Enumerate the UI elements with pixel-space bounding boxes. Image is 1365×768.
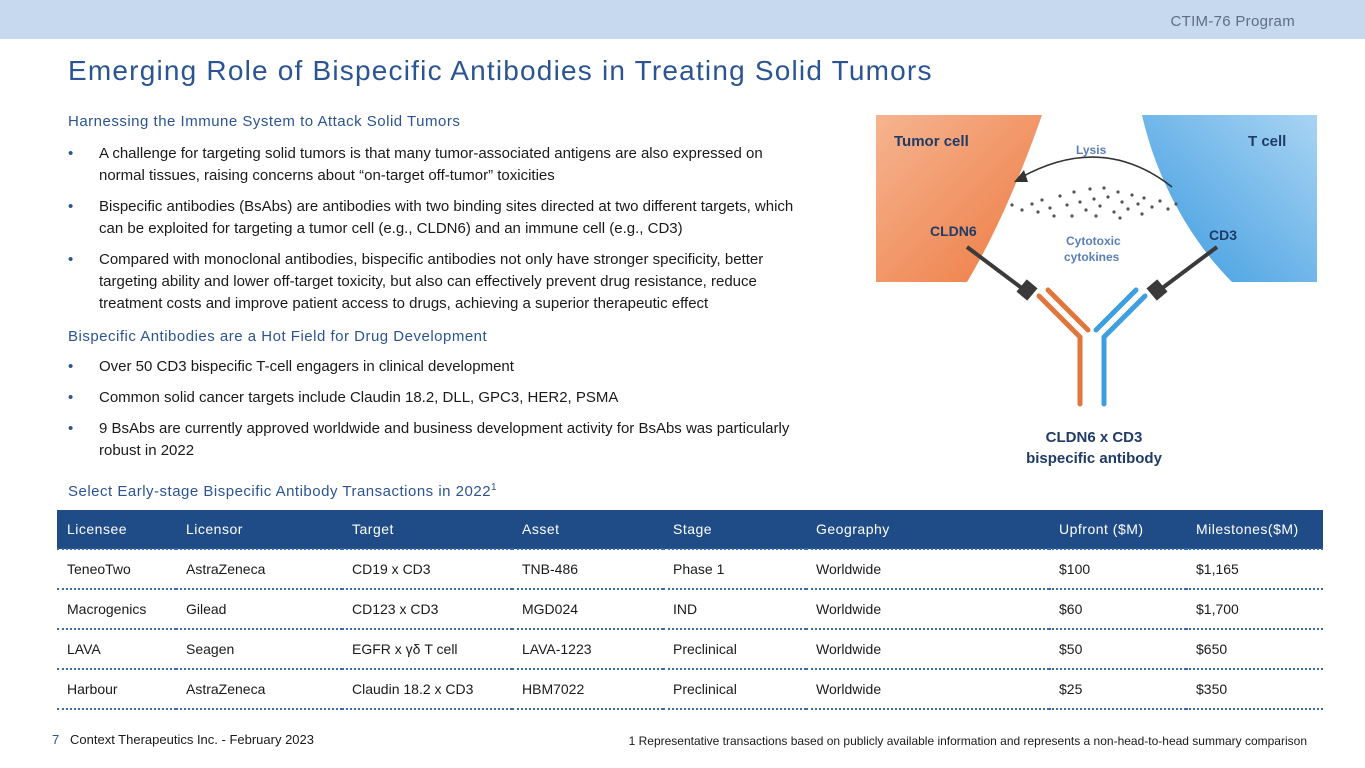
bullet-dot-icon: •: [68, 198, 74, 215]
cell-licensor: Seagen: [176, 629, 342, 669]
cell-geography: Worldwide: [806, 549, 1049, 589]
transactions-table: [57, 510, 1323, 710]
bullet-dot-icon: •: [68, 420, 74, 437]
cell-target: CD19 x CD3: [342, 549, 512, 589]
lysis-label: Lysis: [1076, 143, 1107, 157]
cd3-label: CD3: [1209, 227, 1238, 243]
cell-target: CD123 x CD3: [342, 589, 512, 629]
table-row: [57, 629, 1323, 669]
list-item: [68, 196, 798, 240]
tumor-cell-label: Tumor cell: [894, 133, 969, 150]
cell-asset: TNB-486: [512, 549, 663, 589]
list-item: [68, 249, 798, 315]
bullet-dot-icon: •: [68, 358, 74, 375]
program-label: CTIM-76 Program: [1170, 13, 1295, 30]
column-header-licensor: Licensor: [176, 510, 342, 549]
cell-asset: HBM7022: [512, 669, 663, 709]
cell-asset: LAVA-1223: [512, 629, 663, 669]
page-number: 7: [52, 732, 60, 747]
cell-geography: Worldwide: [806, 589, 1049, 629]
footnote: 1 Representative transactions based on publicly available information and represents a non-head-to-head summary comparison: [628, 734, 1307, 748]
slide-title: Emerging Role of Bispecific Antibodies in Treating Solid Tumors: [68, 55, 933, 86]
bullet-text: Common solid cancer targets include Claudin 18.2, DLL, GPC3, HER2, PSMA: [99, 389, 619, 406]
cell-upfront: $60: [1049, 589, 1186, 629]
section-heading-transactions: [68, 482, 497, 500]
figure-caption-line1: CLDN6 x CD3: [1045, 429, 1143, 446]
cd3-binding-arm: [1157, 247, 1217, 292]
antibody-blue-arm: [1096, 290, 1145, 404]
cell-licensee: Macrogenics: [57, 589, 176, 629]
cell-geography: Worldwide: [806, 629, 1049, 669]
column-header-milestones: Milestones($M): [1186, 510, 1323, 549]
column-header-geography: Geography: [806, 510, 1049, 549]
t-cell-label: T cell: [1248, 133, 1287, 150]
cytokines-label-line2: cytokines: [1064, 250, 1120, 264]
list-item: [68, 356, 798, 378]
cell-licensor: AstraZeneca: [176, 549, 342, 589]
cell-licensee: LAVA: [57, 629, 176, 669]
bullet-text: 9 BsAbs are currently approved worldwide and business development activity for BsAbs was particularly robust in 2022: [99, 420, 790, 459]
t-cell-shape: [1142, 115, 1317, 282]
cell-upfront: $50: [1049, 629, 1186, 669]
cell-milestones: $1,700: [1186, 589, 1323, 629]
bullet-dot-icon: •: [68, 389, 74, 406]
cell-asset: MGD024: [512, 589, 663, 629]
cell-upfront: $100: [1049, 549, 1186, 589]
cell-licensor: AstraZeneca: [176, 669, 342, 709]
lysis-arrow: [1020, 157, 1172, 187]
header-bar: [0, 0, 1365, 39]
bispecific-antibody-diagram: [872, 112, 1322, 474]
column-header-stage: Stage: [663, 510, 806, 549]
bullet-list-hot-field: [68, 356, 798, 471]
cell-target: EGFR x γδ T cell: [342, 629, 512, 669]
table-row: [57, 589, 1323, 629]
footer-company: Context Therapeutics Inc. - February 2023: [70, 732, 314, 747]
table-header-row: [57, 510, 1323, 549]
bullet-list-immune: [68, 143, 798, 324]
cell-milestones: $1,165: [1186, 549, 1323, 589]
cell-stage: Phase 1: [663, 549, 806, 589]
cell-licensee: Harbour: [57, 669, 176, 709]
cldn6-label: CLDN6: [930, 223, 977, 239]
bullet-text: Bispecific antibodies (BsAbs) are antibodies with two binding sites directed at two different targets, which can be exploited for targeting a tumor cell (e.g., CLDN6) and an immune cell (e.g., CD3): [99, 198, 794, 237]
column-header-asset: Asset: [512, 510, 663, 549]
column-header-licensee: Licensee: [57, 510, 176, 549]
cell-upfront: $25: [1049, 669, 1186, 709]
cell-milestones: $650: [1186, 629, 1323, 669]
antibody-orange-arm: [1039, 290, 1088, 404]
table-row: [57, 669, 1323, 709]
section-heading-immune: Harnessing the Immune System to Attack Solid Tumors: [68, 113, 461, 130]
section-heading-text: Select Early-stage Bispecific Antibody Transactions in 2022: [68, 483, 492, 500]
bullet-text: Over 50 CD3 bispecific T-cell engagers in clinical development: [99, 358, 514, 375]
list-item: [68, 418, 798, 462]
cldn6-binding-arm: [967, 247, 1027, 292]
column-header-target: Target: [342, 510, 512, 549]
cd3-binding-site: [1146, 279, 1167, 300]
list-item: [68, 387, 798, 409]
section-heading-hot-field: Bispecific Antibodies are a Hot Field for Drug Development: [68, 328, 488, 345]
cell-geography: Worldwide: [806, 669, 1049, 709]
cell-licensor: Gilead: [176, 589, 342, 629]
cell-licensee: TeneoTwo: [57, 549, 176, 589]
column-header-upfront: Upfront ($M): [1049, 510, 1186, 549]
cell-target: Claudin 18.2 x CD3: [342, 669, 512, 709]
table-row: [57, 549, 1323, 589]
bullet-dot-icon: •: [68, 145, 74, 162]
cell-milestones: $350: [1186, 669, 1323, 709]
figure-caption-line2: bispecific antibody: [1026, 450, 1162, 467]
cell-stage: Preclinical: [663, 669, 806, 709]
bullet-text: Compared with monoclonal antibodies, bispecific antibodies not only have stronger specificity, better targeting ability and lower off-target toxicity, but also can effectively prevent drug resistance, reduce treatment costs and improve patient access to drugs, achieving a superior therapeutic effect: [99, 251, 764, 312]
bullet-dot-icon: •: [68, 251, 74, 268]
cytokine-dots: [1010, 186, 1177, 219]
footnote-marker: 1: [491, 482, 498, 493]
bullet-text: A challenge for targeting solid tumors is that many tumor-associated antigens are also expressed on normal tissues, raising concerns about “on-target off-tumor” toxicities: [99, 145, 763, 184]
cell-stage: Preclinical: [663, 629, 806, 669]
cytokines-label-line1: Cytotoxic: [1066, 234, 1121, 248]
cell-stage: IND: [663, 589, 806, 629]
cldn6-binding-site: [1016, 279, 1037, 300]
list-item: [68, 143, 798, 187]
